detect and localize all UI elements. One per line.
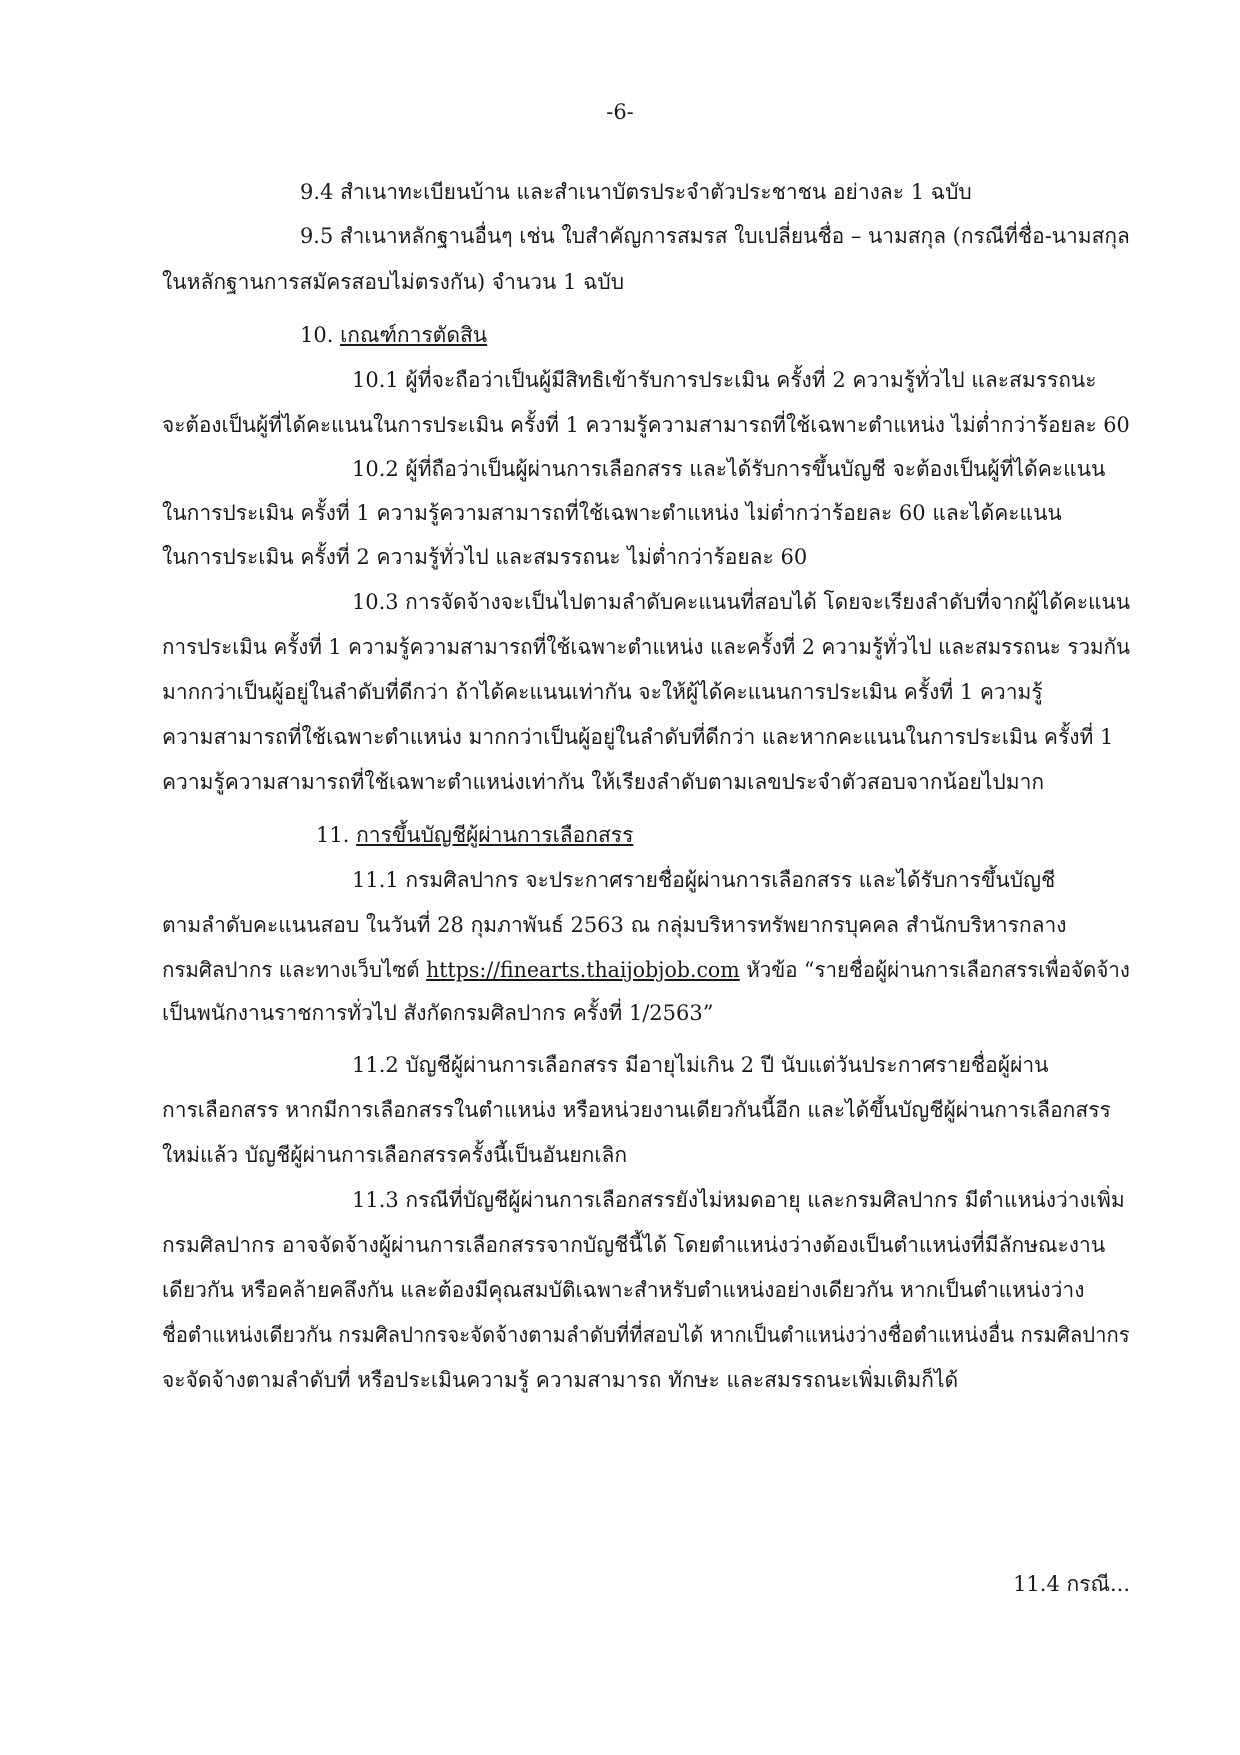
p11-3-line1: 11.3 กรณีที่บัญชีผู้ผ่านการเลือกสรรยังไม่หมดอายุ และกรมศิลปากร มีตำแหน่งว่างเพิ่ม: [352, 1188, 1125, 1212]
section-10-title: เกณฑ์การตัดสิน: [340, 323, 488, 347]
p11-1-line3-post: หัวข้อ “รายชื่อผู้ผ่านการเลือกสรรเพื่อจัดจ้าง: [746, 958, 1130, 982]
p11-1-line3: [162, 955, 1130, 985]
p10-3-line5: ความรู้ความสามารถที่ใช้เฉพาะตำแหน่งเท่ากัน ให้เรียงลำดับตามเลขประจำตัวสอบจากน้อยไปมาก: [162, 770, 1045, 794]
website-link[interactable]: https://finearts.thaijobjob.com: [426, 958, 740, 982]
p10-2-line2: ในการประเมิน ครั้งที่ 1 ความรู้ความสามารถที่ใช้เฉพาะตำแหน่ง ไม่ต่ำกว่าร้อยละ 60 และได้คะแนน: [162, 501, 1062, 525]
p11-2-line3: ใหม่แล้ว บัญชีผู้ผ่านการเลือกสรรครั้งนี้เป็นอันยกเลิก: [162, 1143, 628, 1167]
p10-3-line3: มากกว่าเป็นผู้อยู่ในลำดับที่ดีกว่า ถ้าได้คะแนนเท่ากัน จะให้ผู้ได้คะแนนการประเมิน ครั้งที่ 1 ความรู้: [162, 680, 1043, 704]
p10-2-line1: 10.2 ผู้ที่ถือว่าเป็นผู้ผ่านการเลือกสรร และได้รับการขึ้นบัญชี จะต้องเป็นผู้ที่ได้คะแนน: [352, 457, 1106, 481]
footer-continuation: 11.4 กรณี...: [1013, 1572, 1130, 1596]
p11-3-line2: กรมศิลปากร อาจจัดจ้างผู้ผ่านการเลือกสรรจากบัญชีนี้ได้ โดยตำแหน่งว่างต้องเป็นตำแหน่งที่มีลักษณะงาน: [162, 1233, 1106, 1257]
section-10-heading: [300, 320, 487, 350]
p11-1-line3-pre: กรมศิลปากร และทางเว็บไซต์: [162, 958, 420, 982]
p11-3-line4: ชื่อตำแหน่งเดียวกัน กรมศิลปากรจะจัดจ้างตามลำดับที่ที่สอบได้ หากเป็นตำแหน่งว่างชื่อตำแหน่งอื่น กรมศิลปากร: [162, 1323, 1130, 1347]
p10-3-line2: การประเมิน ครั้งที่ 1 ความรู้ความสามารถที่ใช้เฉพาะตำแหน่ง และครั้งที่ 2 ความรู้ทั่วไป และสมรรถนะ รวมกัน: [162, 635, 1131, 659]
p10-1-line1: 10.1 ผู้ที่จะถือว่าเป็นผู้มีสิทธิเข้ารับการประเมิน ครั้งที่ 2 ความรู้ทั่วไป และสมรรถนะ: [352, 368, 1097, 392]
page-number: -6-: [606, 100, 634, 124]
p11-2-line1: 11.2 บัญชีผู้ผ่านการเลือกสรร มีอายุไม่เกิน 2 ปี นับแต่วันประกาศรายชื่อผู้ผ่าน: [352, 1053, 1049, 1077]
p11-1-line2: ตามลำดับคะแนนสอบ ในวันที่ 28 กุมภาพันธ์ 2563 ณ กลุ่มบริหารทรัพยากรบุคคล สำนักบริหารกลาง: [162, 913, 1067, 937]
p11-1-line1: 11.1 กรมศิลปากร จะประกาศรายชื่อผู้ผ่านการเลือกสรร และได้รับการขึ้นบัญชี: [352, 868, 1056, 892]
p10-3-line4: ความสามารถที่ใช้เฉพาะตำแหน่ง มากกว่าเป็นผู้อยู่ในลำดับที่ดีกว่า และหากคะแนนในการประเมิน ครั้งที่ 1: [162, 725, 1114, 749]
section-11-number: 11.: [316, 823, 350, 847]
section-10-number: 10.: [300, 323, 334, 347]
p11-3-line3: เดียวกัน หรือคล้ายคลึงกัน และต้องมีคุณสมบัติเฉพาะสำหรับตำแหน่งอย่างเดียวกัน หากเป็นตำแหน่งว่าง: [162, 1278, 1085, 1302]
p10-3-line1: 10.3 การจัดจ้างจะเป็นไปตามลำดับคะแนนที่สอบได้ โดยจะเรียงลำดับที่จากผู้ได้คะแนน: [352, 590, 1131, 614]
p11-2-line2: การเลือกสรร หากมีการเลือกสรรในตำแหน่ง หรือหน่วยงานเดียวกันนี้อีก และได้ขึ้นบัญชีผู้ผ่านการเลือกสรร: [162, 1098, 1111, 1122]
section-11-heading: [316, 820, 633, 850]
p10-1-line2: จะต้องเป็นผู้ที่ได้คะแนนในการประเมิน ครั้งที่ 1 ความรู้ความสามารถที่ใช้เฉพาะตำแหน่ง ไม่ต่ำกว่าร้อยละ 60: [162, 413, 1130, 437]
item-9-4: 9.4 สำเนาทะเบียนบ้าน และสำเนาบัตรประจำตัวประชาชน อย่างละ 1 ฉบับ: [300, 180, 972, 204]
section-11-title: การขึ้นบัญชีผู้ผ่านการเลือกสรร: [356, 823, 634, 847]
p11-3-line5: จะจัดจ้างตามลำดับที่ หรือประเมินความรู้ ความสามารถ ทักษะ และสมรรถนะเพิ่มเติมก็ได้: [162, 1368, 959, 1392]
p10-2-line3: ในการประเมิน ครั้งที่ 2 ความรู้ทั่วไป และสมรรถนะ ไม่ต่ำกว่าร้อยละ 60: [162, 545, 808, 569]
item-9-5-line1-text: 9.5 สำเนาหลักฐานอื่นๆ เช่น ใบสำคัญการสมรส ใบเปลี่ยนชื่อ – นามสกุล (กรณีที่ชื่อ-นามสกุล: [300, 224, 1130, 248]
p11-1-line4: เป็นพนักงานราชการทั่วไป สังกัดกรมศิลปากร ครั้งที่ 1/2563”: [162, 1001, 714, 1025]
item-9-5-line1: [300, 221, 1130, 251]
item-9-5-line2: ในหลักฐานการสมัครสอบไม่ตรงกัน) จำนวน 1 ฉบับ: [162, 270, 625, 294]
